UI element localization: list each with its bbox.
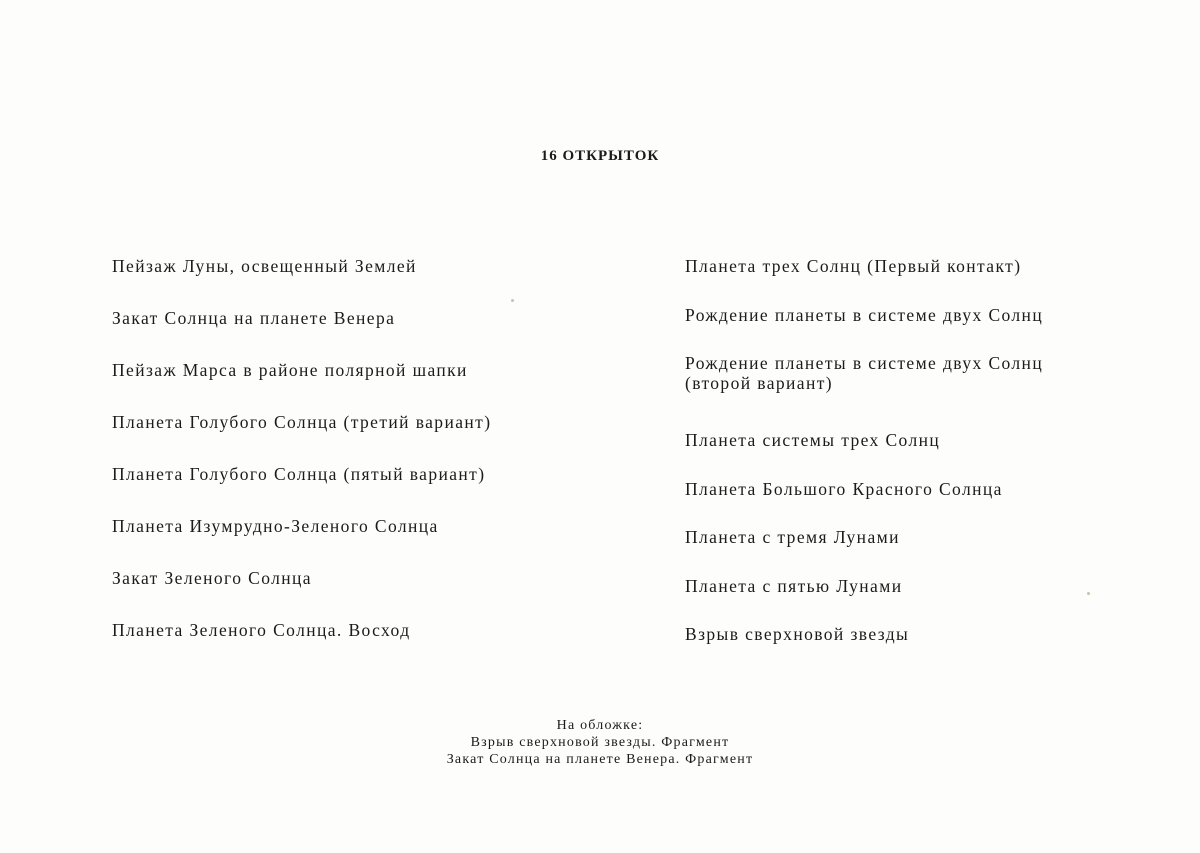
cover-line: Закат Солнца на планете Венера. Фрагмент <box>446 752 754 767</box>
postcard-list-right <box>685 256 1105 673</box>
list-item: Планета Изумрудно-Зеленого Солнца <box>112 516 439 536</box>
list-item-line: Рождение планеты в системе двух Солнц <box>685 353 1044 373</box>
list-item <box>685 353 1105 430</box>
list-item: Закат Зеленого Солнца <box>112 568 312 588</box>
cover-note <box>0 717 1200 768</box>
list-item: Планета Голубого Солнца (пятый вариант) <box>112 464 486 484</box>
list-item: Планета с пятью Лунами <box>685 575 903 596</box>
paper-speck <box>511 299 514 302</box>
list-item: Взрыв сверхновой звезды <box>685 624 910 644</box>
page-title: 16 ОТКРЫТОК <box>540 148 660 164</box>
cover-label: На обложке: <box>556 718 644 733</box>
list-item: Пейзаж Луны, освещенный Землей <box>112 256 417 276</box>
paper-speck <box>1087 592 1090 595</box>
list-item: Пейзаж Марса в районе полярной шапки <box>112 360 468 380</box>
list-item: Планета трех Солнц (Первый контакт) <box>685 256 1022 276</box>
list-item: Планета системы трех Солнц <box>685 430 941 450</box>
list-item: Рождение планеты в системе двух Солнц <box>685 304 1044 325</box>
list-item-subtitle: (второй вариант) <box>685 373 833 393</box>
postcard-list-left <box>112 256 572 672</box>
list-item: Планета Зеленого Солнца. Восход <box>112 620 411 640</box>
list-item: Планета с тремя Лунами <box>685 527 900 547</box>
cover-line: Взрыв сверхновой звезды. Фрагмент <box>470 735 730 750</box>
list-item: Закат Солнца на планете Венера <box>112 308 396 328</box>
list-item: Планета Голубого Солнца (третий вариант) <box>112 412 492 432</box>
list-item: Планета Большого Красного Солнца <box>685 478 1003 499</box>
